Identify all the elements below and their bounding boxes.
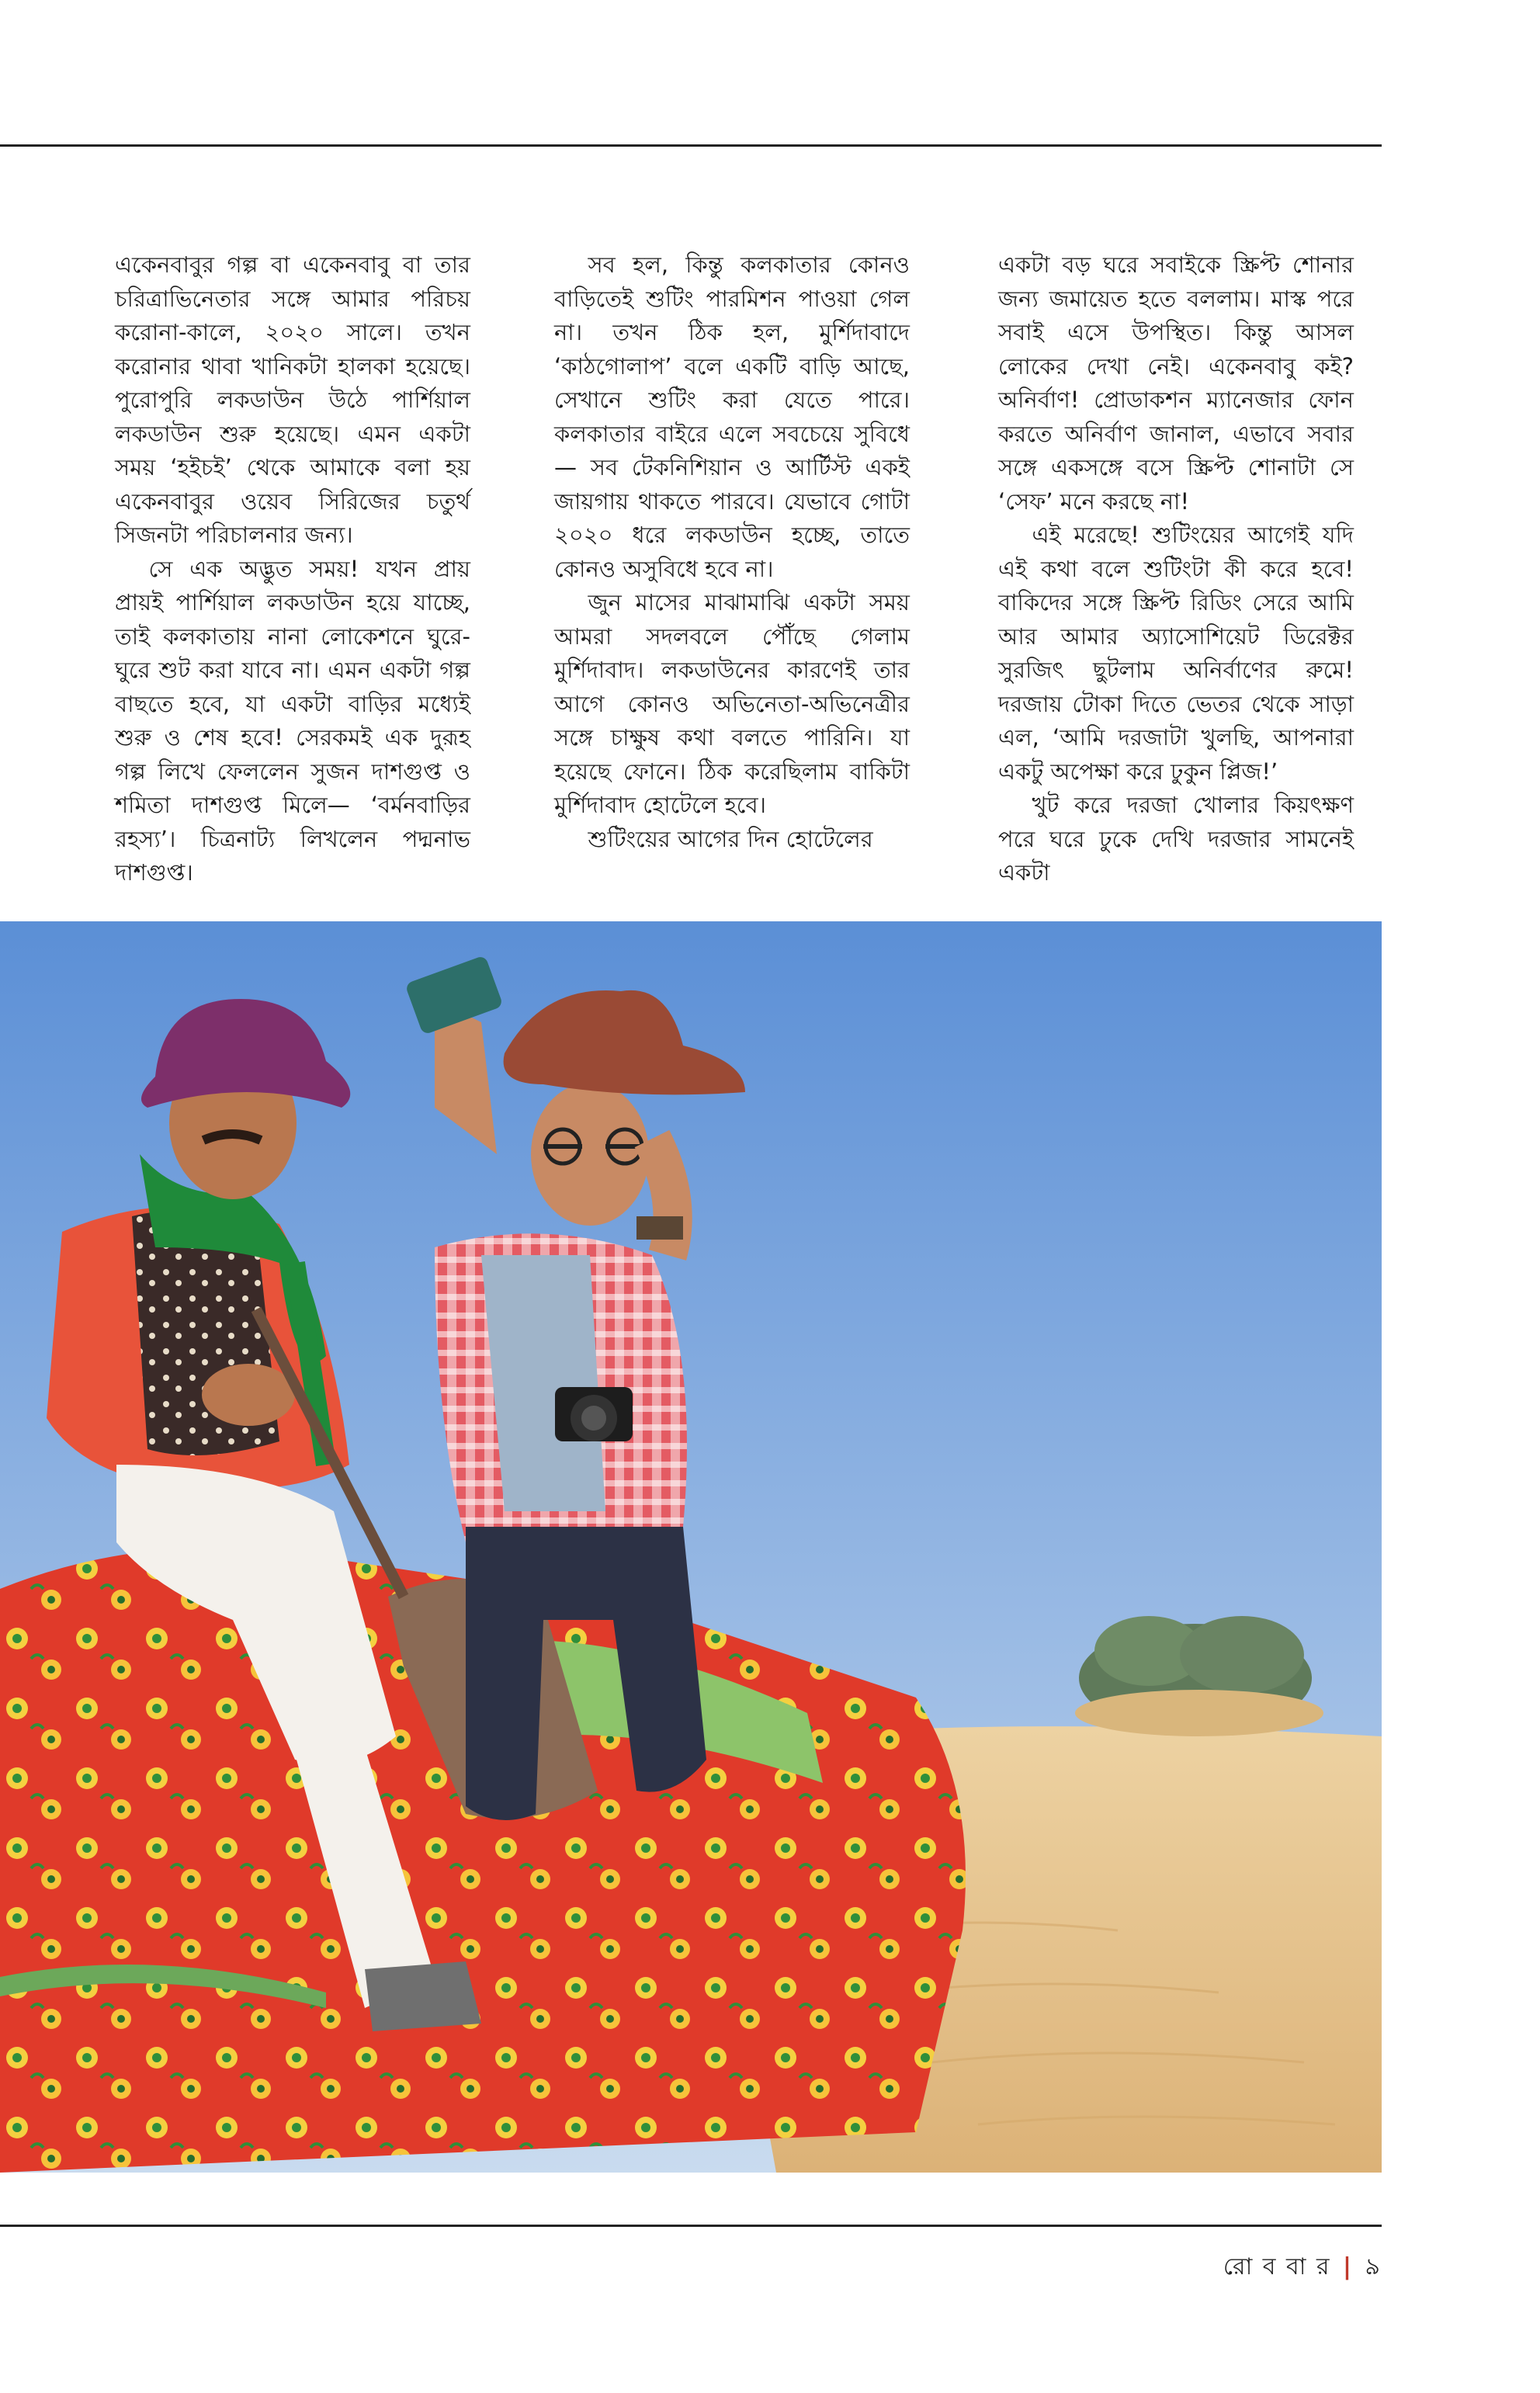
bottom-rule [0, 2225, 1382, 2227]
camera [555, 1387, 633, 1441]
article-column-1 [115, 248, 470, 890]
article-body [115, 248, 1400, 885]
magazine-name: রো ব বা র [1223, 2253, 1331, 2280]
paragraph: এই মরেছে! শুটিংয়ের আগেই যদি এই কথা বলে শুটিংটা কী করে হবে! বাকিদের সঙ্গে স্ক্রিপ্ট রিডিং সেরে আমি আর আমার অ্যাসোশিয়েট ডিরেক্টর সুরজিৎ ছুটলাম অনির্বাণের রুমে! দরজায় টোকা দিতে ভেতর থেকে সাড়া এল, ‘আমি দরজাটা খুলছি, আপনারা একটু অপেক্ষা করে ঢুকুন প্লিজ!’ [998, 522, 1354, 785]
paragraph: শুটিংয়ের আগের দিন হোটেলের [588, 825, 873, 852]
paragraph: সব হল, কিন্তু কলকাতার কোনও বাড়িতেই শুটিং পারমিশন পাওয়া গেল না। তখন ঠিক হল, মুর্শিদাবাদে ‘কাঠগোলাপ’ বলে একটি বাড়ি আছে, সেখানে শুটিং করা যেতে পারে। কলকাতার বাইরে এলে সবচেয়ে সুবিধে— সব টেকনিশিয়ান ও আর্টিস্ট একই জায়গায় থাকতে পারবে। যেভাবে গোটা ২০২০ ধরে লকডাউন হচ্ছে, তাতে কোনও অসুবিধে হবে না। [554, 251, 910, 582]
desert-shrub [1075, 1616, 1323, 1736]
paragraph: একটা বড় ঘরে সবাইকে স্ক্রিপ্ট শোনার জন্য জমায়েত হতে বললাম। মাস্ক পরে সবাই এসে উপস্থিত। কিন্তু আসল লোকের দেখা নেই। একেনবাবু কই? অনির্বাণ! প্রোডাকশন ম্যানেজার ফোন করতে অনির্বাণ জানাল, এভাবে সবার সঙ্গে একসঙ্গে বসে স্ক্রিপ্ট শোনাটা সে ‘সেফ’ মনে করছে না! [998, 251, 1354, 515]
paragraph: খুট করে দরজা খোলার কিয়ৎক্ষণ পরে ঘরে ঢুকে দেখি দরজার সামনেই একটা [998, 792, 1354, 886]
top-rule [0, 144, 1382, 147]
footer-separator: | [1343, 2253, 1353, 2280]
article-column-3 [998, 248, 1354, 890]
article-column-2 [554, 248, 910, 856]
paragraph: একেনবাবুর গল্প বা একেনবাবু বা তার চরিত্রাভিনেতার সঙ্গে আমার পরিচয় করোনা-কালে, ২০২০ সালে। তখন করোনার থাবা খানিকটা হালকা হয়েছে। পুরোপুরি লকডাউন উঠে পার্শিয়াল লকডাউন শুরু হয়েছে। এমন একটা সময় ‘হইচই’ থেকে আমাকে বলা হয় একেনবাবুর ওয়েব সিরিজের চতুর্থ সিজনটা পরিচালনার জন্য। [115, 251, 470, 548]
paragraph: সে এক অদ্ভুত সময়! যখন প্রায় প্রায়ই পার্শিয়াল লকডাউন হয়ে যাচ্ছে, তাই কলকাতায় নানা লোকেশনে ঘুরে-ঘুরে শুট করা যাবে না। এমন একটা গল্প বাছতে হবে, যা একটা বাড়ির মধ্যেই শুরু ও শেষ হবে! সেরকমই এক দুরূহ গল্প লিখে ফেললেন সুজন দাশগুপ্ত ও শমিতা দাশগুপ্ত মিলে— ‘বর্মনবাড়ির রহস্য’। চিত্রনাট্য লিখলেন পদ্মনাভ দাশগুপ্ত। [115, 555, 470, 886]
page-number: ৯ [1365, 2253, 1382, 2280]
article-photo [0, 921, 1382, 2173]
paragraph: জুন মাসের মাঝামাঝি একটা সময় আমরা সদলবলে পৌঁছে গেলাম মুর্শিদাবাদ। লকডাউনের কারণেই তার আগে কোনও অভিনেতা-অভিনেত্রীর সঙ্গে চাক্ষুষ কথা বলতে পারিনি। যা হয়েছে ফোনে। ঠিক করেছিলাম বাকিটা মুর্শিদাবাদ হোটেলে হবে। [554, 589, 910, 818]
page-footer [1223, 2248, 1382, 2287]
